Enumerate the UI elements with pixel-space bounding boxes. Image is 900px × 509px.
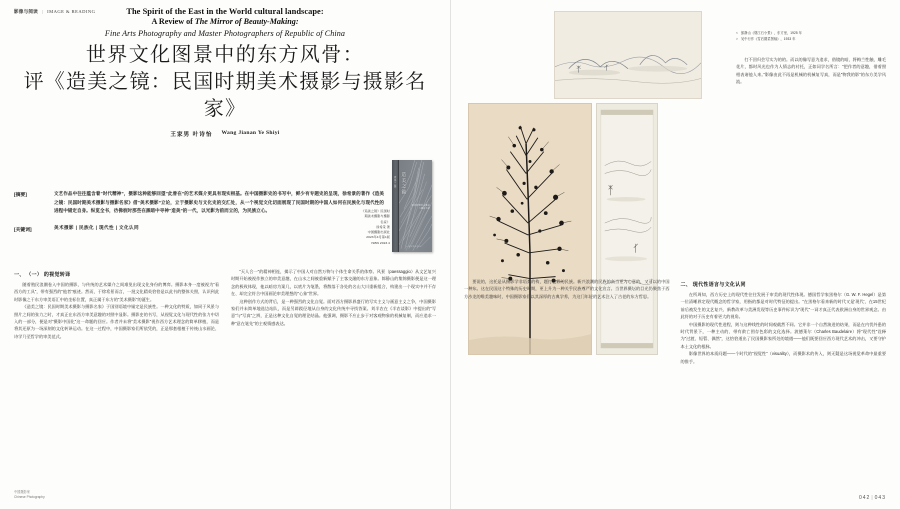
photo-caption-1-mark: > <box>736 36 738 41</box>
left-page-columns <box>14 268 436 487</box>
english-title-line1: The Spirit of the East in the World cultural landscape: <box>126 7 324 16</box>
abstract-label: [摘要] <box>14 192 27 198</box>
left-column-1 <box>14 268 219 487</box>
left-folio <box>14 490 45 500</box>
left-column-2-para-1: 这种创作方式的背后，是一种强烈的文化自觉。面对西方摄影界盛行的写实主义与画意主义之争，中国摄影家们并未简单地选边站队，而是另辟蹊径地从自身的文化传统中寻找答案。刘半农在《半农谈影》中提出的“写意”与“写真”之辨，正是这种文化自觉的理论结晶。他强调，摄影不应止步于对客观物象的机械复制，而应追求一种“意在笔先”的主观情感表达。 <box>231 298 436 326</box>
keywords-text: 美术摄影 | 民族化 | 现代性 | 文化认同 <box>54 225 140 231</box>
authors <box>14 130 436 138</box>
right-column-2-para-2: 影像世界的本质问题——个时代的“视觉性”（visuality），而摄影术的传入，则无疑是这场视觉革命中最重要的推手。 <box>680 351 886 364</box>
book-caption-line-4: 中国摄影出版社 <box>367 230 390 234</box>
left-column-2 <box>231 268 436 487</box>
title-block <box>14 6 436 138</box>
english-title-line2-italic: The Mirror of Beauty-Making: <box>194 17 299 27</box>
book-caption <box>356 209 390 246</box>
book-caption-line-6: ISBN 2023.4 <box>371 240 390 245</box>
book-cover-title: 造美之镜 <box>401 172 407 196</box>
photo-caption-1-text: 吴中行作《雪后期菜图轴》，1933 年 <box>741 36 796 41</box>
abstract-text: 文艺作品中往往蕴含着“时代精神”，摄影这种能够回望“此曾在”的艺术媒介更具有现实根基。在中国摄影史的书写中，鲜少有专题史的呈现，徐希景的著作《造美之镜：民国时期美术摄影与摄影名家》借“美术摄影”立论，立于摄影史与文化史的交汇处，从一个视觉文化切面展现了民国时期的中国人如何在民族化与现代性的进程中锚定自身。纵览全书，彷佛彼时那些在黑暗中寻神“造美”的一代，以光影为前而立的，为民族立心。 <box>54 191 384 213</box>
left-column-1-para-1: 《造美之镜：民国时期美术摄影与摄影名家》于国别语境中锚定是民族性。一种文化的特质，如同于风景与照片之间的张力之时，才真正在东西方审美意趣的对照中显影。摄影史的书写，从视觉文化与现代性的张力中切入的一部分，便是对“摄影中国化”这一命题的回应。作者并未将“美术摄影”视作西方艺术理念的简单移植，而是将其还原为一场深刻的文化转译运动。在这一过程中，中国摄影家们所依凭的，正是那套根植于传统山水画论、诗学乃至哲学的审美范式。 <box>14 304 219 339</box>
page-right <box>450 0 900 509</box>
photo-caption-0-mark: < <box>736 31 738 35</box>
left-column-2-para-0: “天人合一”的精神相连，揭示了中国人对自然万物与个体生命关系的体察。风景（paessaggio）从文艺复兴时期开始被视作独立的审美意趣，在山水之间被重新赋予了主客交融的东方意象。郎静山的集锦摄影便是这一理念的极致体现，他以暗房为案几，以底片为笔墨，将散落于各处的名山大川重新组合，构建出一个现实中并不存在、却完全符合中国画论审美理想的“心象”世界。 <box>231 269 436 297</box>
english-title-line2 <box>14 17 436 28</box>
book-caption-line-5: 2023年4月第1版 <box>366 235 390 240</box>
folio-separator: | <box>871 495 874 501</box>
book-cover-publisher: 中国摄影出版社 <box>406 246 422 248</box>
english-title-line2-prefix: A Review of <box>151 17 195 27</box>
photo-row-top <box>464 11 886 99</box>
book-cover-subtitle: 民国时期美术摄影与摄影名家 <box>411 205 430 211</box>
left-folio-cn: 中国摄影家 <box>14 490 30 495</box>
right-column-1-para-0: 打不回归会写实为的的。而以的像写意为追求，借镜的暗，将梅兰性触，雕毛花片，都时风光也作为人情志的衬托，正如词学名所言：“把作者的意趣，借着照相表诸他人来。”影像由此不再是机械的机械复写真，而是“物我的影”的东方美学风流。 <box>736 57 886 85</box>
photo-caption-0-text: 郎静山《烟江石小景》，东方里，1925 年 <box>741 31 803 35</box>
book-caption-line-0: 《造美之镜》民国时 <box>361 209 390 213</box>
keywords-label: [关键词] <box>14 227 32 233</box>
book-spine-title: 造美之镜 <box>393 176 397 189</box>
english-title-line3: Fine Arts Photography and Master Photographers of Republic of China <box>104 28 346 38</box>
photo-landscape-ink <box>554 11 702 99</box>
right-column-2-para-1: 中国摄影的现代性进程，则与这种线性的时间观截然不同。它并非一个自然演进的结果，而是在内忧外患的时代背景下，一种主动的、带有救亡图存色彩的文化选择。波德莱尔（Charles Baudelaire）将“现代性”诠释为“过渡、短暂、偶然”，这恰恰道出了民国摄影家所处的境遇——他们既要回应西方现代艺术的冲击，又要守护本土文化的根脉。 <box>680 321 886 349</box>
photo-caption-1 <box>736 37 886 43</box>
right-column-2 <box>681 278 887 487</box>
running-head-divider: | <box>41 9 44 14</box>
folio-page-right: 043 <box>874 495 886 501</box>
left-column-1-para-0: 随着殖民浪潮卷入中国的摄影，与传统的艺术媒介之间难免出现文化身份的博弈。摄影本身一度被视为“看西方的工具”，带有强烈的“他者”痕迹。然而，于徐希景而言，一批文化精英恰恰是以此书的整体关照，认识到此时影像之于东方审美语汇中的坐标位置，真正属于东方的“美术摄影”的诞生。 <box>14 282 219 302</box>
left-column-1-heading: 一、 （一） 的视觉转译 <box>14 272 71 278</box>
right-folio <box>859 495 886 501</box>
right-column-2-heading: 二、 现代性语言与文化认同 <box>680 282 746 288</box>
book-caption-line-1: 期美术摄影与摄影 <box>364 214 390 219</box>
chinese-title-line2: 评《造美之镜：民国时期美术摄影与摄影名家》 <box>23 71 427 121</box>
book-cover-figure <box>392 160 436 252</box>
running-head-en: IMAGE & READING <box>47 9 96 14</box>
running-head-cn: 影像与阅读 <box>14 9 38 14</box>
authors-cn: 王家男 叶诗怡 <box>170 132 213 139</box>
right-page-columns <box>464 278 886 487</box>
right-page-top-text <box>736 56 886 86</box>
left-folio-en: Chinese Photography <box>14 495 45 500</box>
folio-page-left: 042 <box>859 495 871 501</box>
chinese-title-line1: 世界文化图景中的东方风骨： <box>85 44 365 67</box>
right-column-2-para-0: 在所周知，西方历史上的现代性往往发展于审美的现代性体现。德国哲学家黑格尔（G. W. F. Hegel）是第一位清晰界定现代概念的哲学家，用指的都是对时代特征的提出。“在黑格尔看来新的时代又是'现代'，在15世纪前后被发生的文艺复兴、新教改革与美洲发现等历史事件标识为“现代”一词才真正代表欧洲自身的世界观念。由此符的对于历史有着更大的视角。 <box>680 292 886 320</box>
ink-landscape-illustration-icon <box>555 12 701 98</box>
right-column-1-para-1: 要说的，这托是从摄影学非语类的构，题打色彩的民族。新兴浪潮的民族的高当更为心意的，又可以的中国一种东。这在民国这个特殊的历史时期，更上升为一种关乎民族尊严的文化宣言。当世界摄坛的目光仍聚焦于西方沙龙的唯美趣味时，中国摄影家们以其深厚的古典学养，为这门年轻的艺术注入了古老的东方哲思。 <box>464 279 670 299</box>
photo-captions-top <box>736 31 886 43</box>
book-cover-image <box>392 160 432 252</box>
book-caption-line-2: 名家》 <box>380 219 390 224</box>
authors-en: Wang Jianan Ye Shiyi <box>221 130 280 137</box>
book-caption-line-3: 徐希景 著 <box>376 224 390 229</box>
right-column-1 <box>464 278 670 487</box>
